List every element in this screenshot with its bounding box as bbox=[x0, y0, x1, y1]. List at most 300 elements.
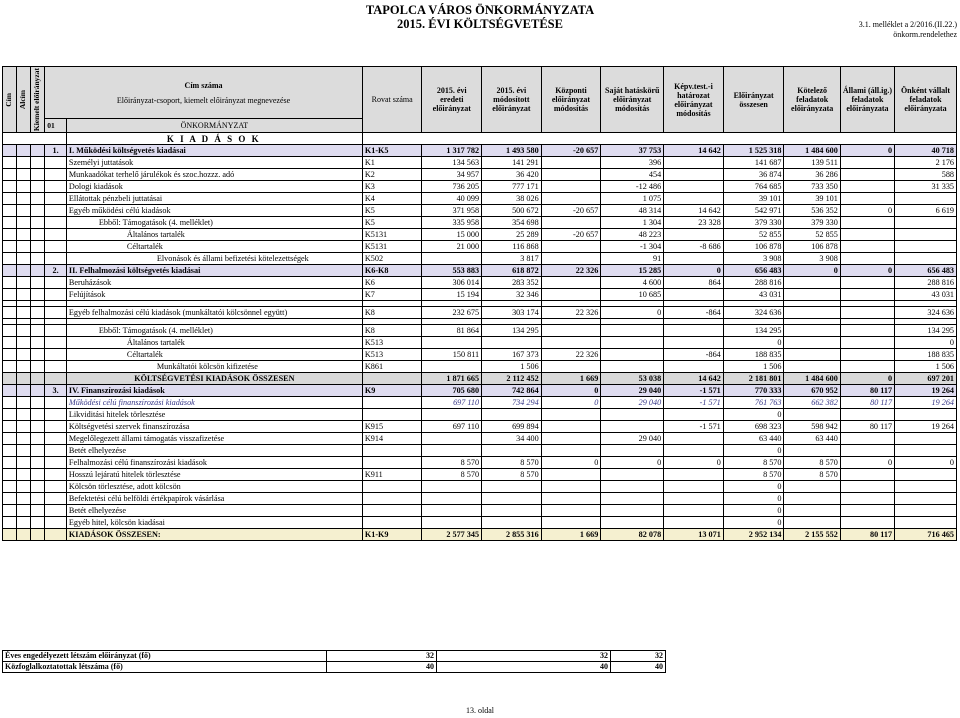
cell-osszesen: 288 816 bbox=[723, 277, 784, 289]
cell-allami bbox=[840, 253, 894, 265]
cell-kozponti bbox=[541, 169, 601, 181]
header-osszesen: Előirányzat összesen bbox=[723, 67, 784, 133]
header-kotelezo: Kötelező feladatok előirányzata bbox=[784, 67, 840, 133]
cell-kotelezo bbox=[784, 349, 840, 361]
cell-allami bbox=[840, 409, 894, 421]
row-rovat bbox=[362, 457, 422, 469]
row-rovat bbox=[362, 397, 422, 409]
annex-line-2: önkorm.rendelethez bbox=[893, 30, 957, 39]
row-label: KÖLTSÉGVETÉSI KIADÁSOK ÖSSZESEN bbox=[66, 373, 362, 385]
cell-sajat: 29 040 bbox=[601, 397, 664, 409]
cell-modositott: 38 026 bbox=[482, 193, 542, 205]
row-label: KIADÁSOK ÖSSZESEN: bbox=[66, 529, 362, 541]
table-row bbox=[3, 421, 957, 433]
table-row bbox=[3, 457, 957, 469]
row-number bbox=[45, 205, 67, 217]
cell-kepvtest bbox=[664, 469, 724, 481]
cell-onkent: 19 264 bbox=[895, 397, 957, 409]
cell-sajat bbox=[601, 505, 664, 517]
cell-eredeti: 15 000 bbox=[422, 229, 482, 241]
cell-osszesen: 324 636 bbox=[723, 307, 784, 319]
row-rovat: K1-K9 bbox=[362, 529, 422, 541]
cell-modositott: 8 570 bbox=[482, 457, 542, 469]
cell-sajat bbox=[601, 481, 664, 493]
cell-sajat: 0 bbox=[601, 307, 664, 319]
row-label: Hosszú lejáratú hitelek törlesztése bbox=[66, 469, 362, 481]
row-rovat: K6 bbox=[362, 277, 422, 289]
cell-osszesen: 188 835 bbox=[723, 349, 784, 361]
table-row bbox=[3, 193, 957, 205]
cell-sajat bbox=[601, 325, 664, 337]
cell-eredeti: 705 680 bbox=[422, 385, 482, 397]
table-row bbox=[3, 445, 957, 457]
cell-kozponti: 0 bbox=[541, 457, 601, 469]
cell-eredeti: 371 958 bbox=[422, 205, 482, 217]
cell-allami bbox=[840, 481, 894, 493]
table-row bbox=[3, 385, 957, 397]
row-rovat: K5131 bbox=[362, 229, 422, 241]
table-row bbox=[3, 529, 957, 541]
row-rovat bbox=[362, 481, 422, 493]
row-number bbox=[45, 493, 67, 505]
cell-kozponti bbox=[541, 253, 601, 265]
cell-kepvtest bbox=[664, 253, 724, 265]
cell-onkent: 716 465 bbox=[895, 529, 957, 541]
row-label: Elvonások és állami befizetési kötelezettségek bbox=[66, 253, 362, 265]
cell-allami bbox=[840, 505, 894, 517]
cell-eredeti: 34 957 bbox=[422, 169, 482, 181]
cell-kepvtest: -864 bbox=[664, 349, 724, 361]
cell-allami bbox=[840, 433, 894, 445]
header-rovat: Rovat száma bbox=[362, 67, 422, 133]
cell-kepvtest bbox=[664, 193, 724, 205]
cell-onkent: 188 835 bbox=[895, 349, 957, 361]
cell-modositott: 283 352 bbox=[482, 277, 542, 289]
cell-modositott: 734 294 bbox=[482, 397, 542, 409]
annex-reference bbox=[859, 20, 957, 40]
cell-kepvtest bbox=[664, 505, 724, 517]
staff-value-kotelezo: 32 bbox=[611, 651, 666, 662]
cell-eredeti: 1 871 665 bbox=[422, 373, 482, 385]
cell-kotelezo: 8 570 bbox=[784, 469, 840, 481]
cell-onkent: 2 176 bbox=[895, 157, 957, 169]
cell-allami bbox=[840, 337, 894, 349]
table-row bbox=[3, 229, 957, 241]
cell-eredeti: 134 563 bbox=[422, 157, 482, 169]
cell-allami: 0 bbox=[840, 373, 894, 385]
row-rovat bbox=[362, 445, 422, 457]
row-label: Általános tartalék bbox=[66, 337, 362, 349]
cell-onkent bbox=[895, 433, 957, 445]
header-alcim: Alcím bbox=[17, 67, 31, 133]
header-eredeti: 2015. évi eredeti előirányzat bbox=[422, 67, 482, 133]
cell-osszesen: 43 031 bbox=[723, 289, 784, 301]
header-onkormanyzat: ÖNKORMÁNYZAT bbox=[66, 119, 362, 133]
staff-label: Közfoglalkoztatottak létszáma (fő) bbox=[3, 662, 327, 673]
cell-onkent: 40 718 bbox=[895, 145, 957, 157]
row-label: Személyi juttatások bbox=[66, 157, 362, 169]
header-onkent: Önként vállalt feladatok előirányzata bbox=[895, 67, 957, 133]
cell-modositott: 8 570 bbox=[482, 469, 542, 481]
cell-sajat: 29 040 bbox=[601, 433, 664, 445]
cell-kepvtest: 0 bbox=[664, 457, 724, 469]
row-rovat: K513 bbox=[362, 349, 422, 361]
row-number bbox=[45, 277, 67, 289]
cell-modositott bbox=[482, 481, 542, 493]
table-row bbox=[3, 145, 957, 157]
cell-sajat: 1 304 bbox=[601, 217, 664, 229]
row-label: Munkáltatói kölcsön kifizetése bbox=[66, 361, 362, 373]
cell-osszesen: 134 295 bbox=[723, 325, 784, 337]
cell-kepvtest: -8 686 bbox=[664, 241, 724, 253]
row-number bbox=[45, 307, 67, 319]
cell-onkent: 6 619 bbox=[895, 205, 957, 217]
row-label: IV. Finanszírozási kiadások bbox=[66, 385, 362, 397]
row-rovat: K861 bbox=[362, 361, 422, 373]
cell-kepvtest: -864 bbox=[664, 307, 724, 319]
table-row bbox=[3, 307, 957, 319]
cell-modositott: 618 872 bbox=[482, 265, 542, 277]
cell-sajat: 0 bbox=[601, 457, 664, 469]
section-heading: K I A D Á S O K bbox=[66, 133, 362, 145]
row-number bbox=[45, 337, 67, 349]
cell-sajat bbox=[601, 409, 664, 421]
cell-eredeti bbox=[422, 481, 482, 493]
staff-value-osszesen: 40 bbox=[437, 662, 611, 673]
cell-modositott: 116 868 bbox=[482, 241, 542, 253]
cell-kotelezo bbox=[784, 325, 840, 337]
cell-sajat bbox=[601, 421, 664, 433]
cell-eredeti: 8 570 bbox=[422, 469, 482, 481]
cell-allami: 80 117 bbox=[840, 529, 894, 541]
cell-modositott bbox=[482, 409, 542, 421]
row-label: Egyéb hitel, kölcsön kiadásai bbox=[66, 517, 362, 529]
table-row bbox=[3, 337, 957, 349]
cell-osszesen: 2 181 801 bbox=[723, 373, 784, 385]
cell-kozponti: -20 657 bbox=[541, 145, 601, 157]
cell-allami bbox=[840, 193, 894, 205]
cell-kozponti: 0 bbox=[541, 397, 601, 409]
cell-kepvtest: 23 328 bbox=[664, 217, 724, 229]
cell-osszesen: 0 bbox=[723, 481, 784, 493]
row-rovat: K2 bbox=[362, 169, 422, 181]
cell-modositott: 500 672 bbox=[482, 205, 542, 217]
cell-kepvtest bbox=[664, 517, 724, 529]
staff-value-eredeti: 32 bbox=[327, 651, 437, 662]
row-label: Beruházások bbox=[66, 277, 362, 289]
header-onk-code: 01 bbox=[45, 119, 67, 133]
cell-kepvtest bbox=[664, 361, 724, 373]
cell-kotelezo: 36 286 bbox=[784, 169, 840, 181]
row-label: Likviditási hitelek törlesztése bbox=[66, 409, 362, 421]
row-label: I. Működési költségvetés kiadásai bbox=[66, 145, 362, 157]
cell-onkent: 0 bbox=[895, 337, 957, 349]
cell-osszesen: 379 330 bbox=[723, 217, 784, 229]
table-row bbox=[3, 253, 957, 265]
cell-allami bbox=[840, 181, 894, 193]
table-row bbox=[3, 397, 957, 409]
cell-kepvtest: 14 642 bbox=[664, 373, 724, 385]
table-row bbox=[3, 277, 957, 289]
header-desc-label: Előirányzat-csoport, kiemelt előirányzat megnevezése bbox=[116, 95, 291, 105]
cell-modositott bbox=[482, 517, 542, 529]
cell-allami bbox=[840, 217, 894, 229]
row-rovat: K8 bbox=[362, 325, 422, 337]
cell-modositott: 2 112 452 bbox=[482, 373, 542, 385]
cell-kozponti bbox=[541, 409, 601, 421]
row-label: Munkaadókat terhelő járulékok és szoc.hozzz. adó bbox=[66, 169, 362, 181]
cell-kotelezo bbox=[784, 481, 840, 493]
cell-kozponti bbox=[541, 361, 601, 373]
row-rovat: K5 bbox=[362, 217, 422, 229]
cell-sajat: 82 078 bbox=[601, 529, 664, 541]
cell-kotelezo: 106 878 bbox=[784, 241, 840, 253]
header-kepvtest: Képv.test.-i határozat előirányzat módosítás bbox=[664, 67, 724, 133]
header-sajat: Saját hatáskörű előirányzat módosítás bbox=[601, 67, 664, 133]
cell-osszesen: 0 bbox=[723, 517, 784, 529]
cell-sajat bbox=[601, 493, 664, 505]
cell-onkent: 588 bbox=[895, 169, 957, 181]
cell-sajat bbox=[601, 445, 664, 457]
table-row bbox=[3, 205, 957, 217]
cell-eredeti: 306 014 bbox=[422, 277, 482, 289]
row-rovat: K3 bbox=[362, 181, 422, 193]
row-label: Céltartalék bbox=[66, 349, 362, 361]
cell-kotelezo bbox=[784, 517, 840, 529]
row-rovat bbox=[362, 517, 422, 529]
cell-kozponti bbox=[541, 469, 601, 481]
header-cim-szama: Cím száma bbox=[184, 80, 223, 90]
cell-kozponti bbox=[541, 157, 601, 169]
cell-onkent bbox=[895, 493, 957, 505]
row-number bbox=[45, 157, 67, 169]
cell-onkent: 1 506 bbox=[895, 361, 957, 373]
cell-sajat: 1 075 bbox=[601, 193, 664, 205]
cell-kozponti: -20 657 bbox=[541, 229, 601, 241]
staff-row bbox=[3, 662, 666, 673]
cell-osszesen: 8 570 bbox=[723, 469, 784, 481]
cell-kozponti: 1 669 bbox=[541, 373, 601, 385]
cell-allami bbox=[840, 157, 894, 169]
cell-kepvtest bbox=[664, 337, 724, 349]
cell-eredeti: 1 317 782 bbox=[422, 145, 482, 157]
staff-value-osszesen: 32 bbox=[437, 651, 611, 662]
row-rovat bbox=[362, 373, 422, 385]
cell-sajat: 396 bbox=[601, 157, 664, 169]
cell-kotelezo bbox=[784, 307, 840, 319]
cell-kotelezo: 733 350 bbox=[784, 181, 840, 193]
cell-modositott: 141 291 bbox=[482, 157, 542, 169]
cell-kepvtest: 13 071 bbox=[664, 529, 724, 541]
table-row bbox=[3, 469, 957, 481]
cell-kozponti bbox=[541, 193, 601, 205]
row-rovat: K7 bbox=[362, 289, 422, 301]
cell-eredeti: 697 110 bbox=[422, 397, 482, 409]
cell-eredeti bbox=[422, 253, 482, 265]
cell-onkent: 324 636 bbox=[895, 307, 957, 319]
cell-eredeti: 736 205 bbox=[422, 181, 482, 193]
header-kozponti: Központi előirányzat módosítás bbox=[541, 67, 601, 133]
cell-onkent: 31 335 bbox=[895, 181, 957, 193]
cell-eredeti bbox=[422, 445, 482, 457]
cell-onkent: 697 201 bbox=[895, 373, 957, 385]
table-row bbox=[3, 505, 957, 517]
cell-osszesen: 1 506 bbox=[723, 361, 784, 373]
cell-kepvtest bbox=[664, 445, 724, 457]
row-number bbox=[45, 373, 67, 385]
cell-kozponti bbox=[541, 325, 601, 337]
row-number bbox=[45, 217, 67, 229]
row-rovat: K5 bbox=[362, 205, 422, 217]
cell-sajat bbox=[601, 469, 664, 481]
cell-onkent bbox=[895, 193, 957, 205]
cell-eredeti bbox=[422, 361, 482, 373]
table-row bbox=[3, 517, 957, 529]
cell-kozponti bbox=[541, 277, 601, 289]
row-label: Dologi kiadások bbox=[66, 181, 362, 193]
cell-onkent bbox=[895, 505, 957, 517]
cell-eredeti: 232 675 bbox=[422, 307, 482, 319]
cell-onkent bbox=[895, 229, 957, 241]
cell-kepvtest bbox=[664, 157, 724, 169]
cell-allami bbox=[840, 241, 894, 253]
row-rovat: K1 bbox=[362, 157, 422, 169]
cell-modositott bbox=[482, 445, 542, 457]
cell-kepvtest: -1 571 bbox=[664, 397, 724, 409]
cell-kozponti bbox=[541, 241, 601, 253]
document-subtitle: 2015. ÉVI KÖLTSÉGVETÉSE bbox=[397, 17, 563, 31]
cell-eredeti bbox=[422, 505, 482, 517]
table-row bbox=[3, 241, 957, 253]
cell-modositott: 134 295 bbox=[482, 325, 542, 337]
row-label: Megelőlegezett állami támogatás visszafizetése bbox=[66, 433, 362, 445]
cell-sajat: 10 685 bbox=[601, 289, 664, 301]
cell-allami bbox=[840, 469, 894, 481]
cell-osszesen: 770 333 bbox=[723, 385, 784, 397]
cell-sajat: 48 223 bbox=[601, 229, 664, 241]
row-number: 1. bbox=[45, 145, 67, 157]
cell-sajat: 29 040 bbox=[601, 385, 664, 397]
table-row bbox=[3, 157, 957, 169]
cell-eredeti: 150 811 bbox=[422, 349, 482, 361]
cell-sajat: 4 600 bbox=[601, 277, 664, 289]
cell-sajat: 37 753 bbox=[601, 145, 664, 157]
cell-osszesen: 656 483 bbox=[723, 265, 784, 277]
row-rovat: K9 bbox=[362, 385, 422, 397]
cell-modositott bbox=[482, 493, 542, 505]
cell-kozponti: 22 326 bbox=[541, 265, 601, 277]
cell-osszesen: 106 878 bbox=[723, 241, 784, 253]
cell-kozponti bbox=[541, 217, 601, 229]
row-number bbox=[45, 241, 67, 253]
cell-osszesen: 0 bbox=[723, 409, 784, 421]
cell-allami: 0 bbox=[840, 205, 894, 217]
row-number bbox=[45, 469, 67, 481]
cell-kotelezo bbox=[784, 337, 840, 349]
cell-kozponti: 0 bbox=[541, 385, 601, 397]
cell-osszesen: 8 570 bbox=[723, 457, 784, 469]
cell-kotelezo bbox=[784, 289, 840, 301]
cell-osszesen: 39 101 bbox=[723, 193, 784, 205]
row-rovat: K914 bbox=[362, 433, 422, 445]
cell-sajat: 15 285 bbox=[601, 265, 664, 277]
row-number: 3. bbox=[45, 385, 67, 397]
cell-allami bbox=[840, 169, 894, 181]
row-number bbox=[45, 229, 67, 241]
row-number bbox=[45, 253, 67, 265]
cell-modositott: 32 346 bbox=[482, 289, 542, 301]
row-label: Felhalmozási célú finanszírozási kiadások bbox=[66, 457, 362, 469]
row-label: Felújítások bbox=[66, 289, 362, 301]
row-number bbox=[45, 169, 67, 181]
cell-kotelezo: 2 155 552 bbox=[784, 529, 840, 541]
table-row bbox=[3, 409, 957, 421]
staff-value-eredeti: 40 bbox=[327, 662, 437, 673]
cell-sajat bbox=[601, 517, 664, 529]
cell-allami: 80 117 bbox=[840, 421, 894, 433]
cell-onkent bbox=[895, 241, 957, 253]
cell-allami bbox=[840, 493, 894, 505]
table-row bbox=[3, 361, 957, 373]
cell-kotelezo: 662 382 bbox=[784, 397, 840, 409]
table-row bbox=[3, 289, 957, 301]
cell-kotelezo: 598 942 bbox=[784, 421, 840, 433]
cell-osszesen: 3 908 bbox=[723, 253, 784, 265]
row-label: Befektetési célú belföldi értékpapírok vásárlása bbox=[66, 493, 362, 505]
cell-kotelezo bbox=[784, 277, 840, 289]
row-number bbox=[45, 289, 67, 301]
row-number bbox=[45, 529, 67, 541]
row-label: Egyéb működési célú kiadások bbox=[66, 205, 362, 217]
row-label: Betét elhelyezése bbox=[66, 445, 362, 457]
cell-kozponti bbox=[541, 493, 601, 505]
cell-modositott: 1 493 580 bbox=[482, 145, 542, 157]
cell-kotelezo bbox=[784, 505, 840, 517]
cell-kozponti bbox=[541, 517, 601, 529]
cell-sajat: -1 304 bbox=[601, 241, 664, 253]
cell-allami bbox=[840, 229, 894, 241]
cell-allami bbox=[840, 445, 894, 457]
row-number bbox=[45, 421, 67, 433]
cell-kepvtest bbox=[664, 481, 724, 493]
row-label: Költségvetési szervek finanszírozása bbox=[66, 421, 362, 433]
cell-kepvtest bbox=[664, 433, 724, 445]
staff-row bbox=[3, 651, 666, 662]
cell-kotelezo: 670 952 bbox=[784, 385, 840, 397]
cell-allami bbox=[840, 325, 894, 337]
cell-kotelezo bbox=[784, 445, 840, 457]
cell-allami: 0 bbox=[840, 145, 894, 157]
row-rovat: K513 bbox=[362, 337, 422, 349]
cell-kotelezo: 139 511 bbox=[784, 157, 840, 169]
cell-kepvtest bbox=[664, 289, 724, 301]
cell-kepvtest bbox=[664, 169, 724, 181]
cell-kepvtest bbox=[664, 409, 724, 421]
cell-kozponti bbox=[541, 481, 601, 493]
cell-modositott: 742 864 bbox=[482, 385, 542, 397]
row-label: Betét elhelyezése bbox=[66, 505, 362, 517]
cell-kotelezo: 1 484 600 bbox=[784, 145, 840, 157]
cell-onkent bbox=[895, 445, 957, 457]
table-row bbox=[3, 493, 957, 505]
cell-osszesen: 0 bbox=[723, 493, 784, 505]
cell-modositott: 303 174 bbox=[482, 307, 542, 319]
cell-kepvtest bbox=[664, 229, 724, 241]
cell-modositott: 34 400 bbox=[482, 433, 542, 445]
row-rovat bbox=[362, 493, 422, 505]
row-rovat: K5131 bbox=[362, 241, 422, 253]
budget-table bbox=[2, 66, 957, 541]
